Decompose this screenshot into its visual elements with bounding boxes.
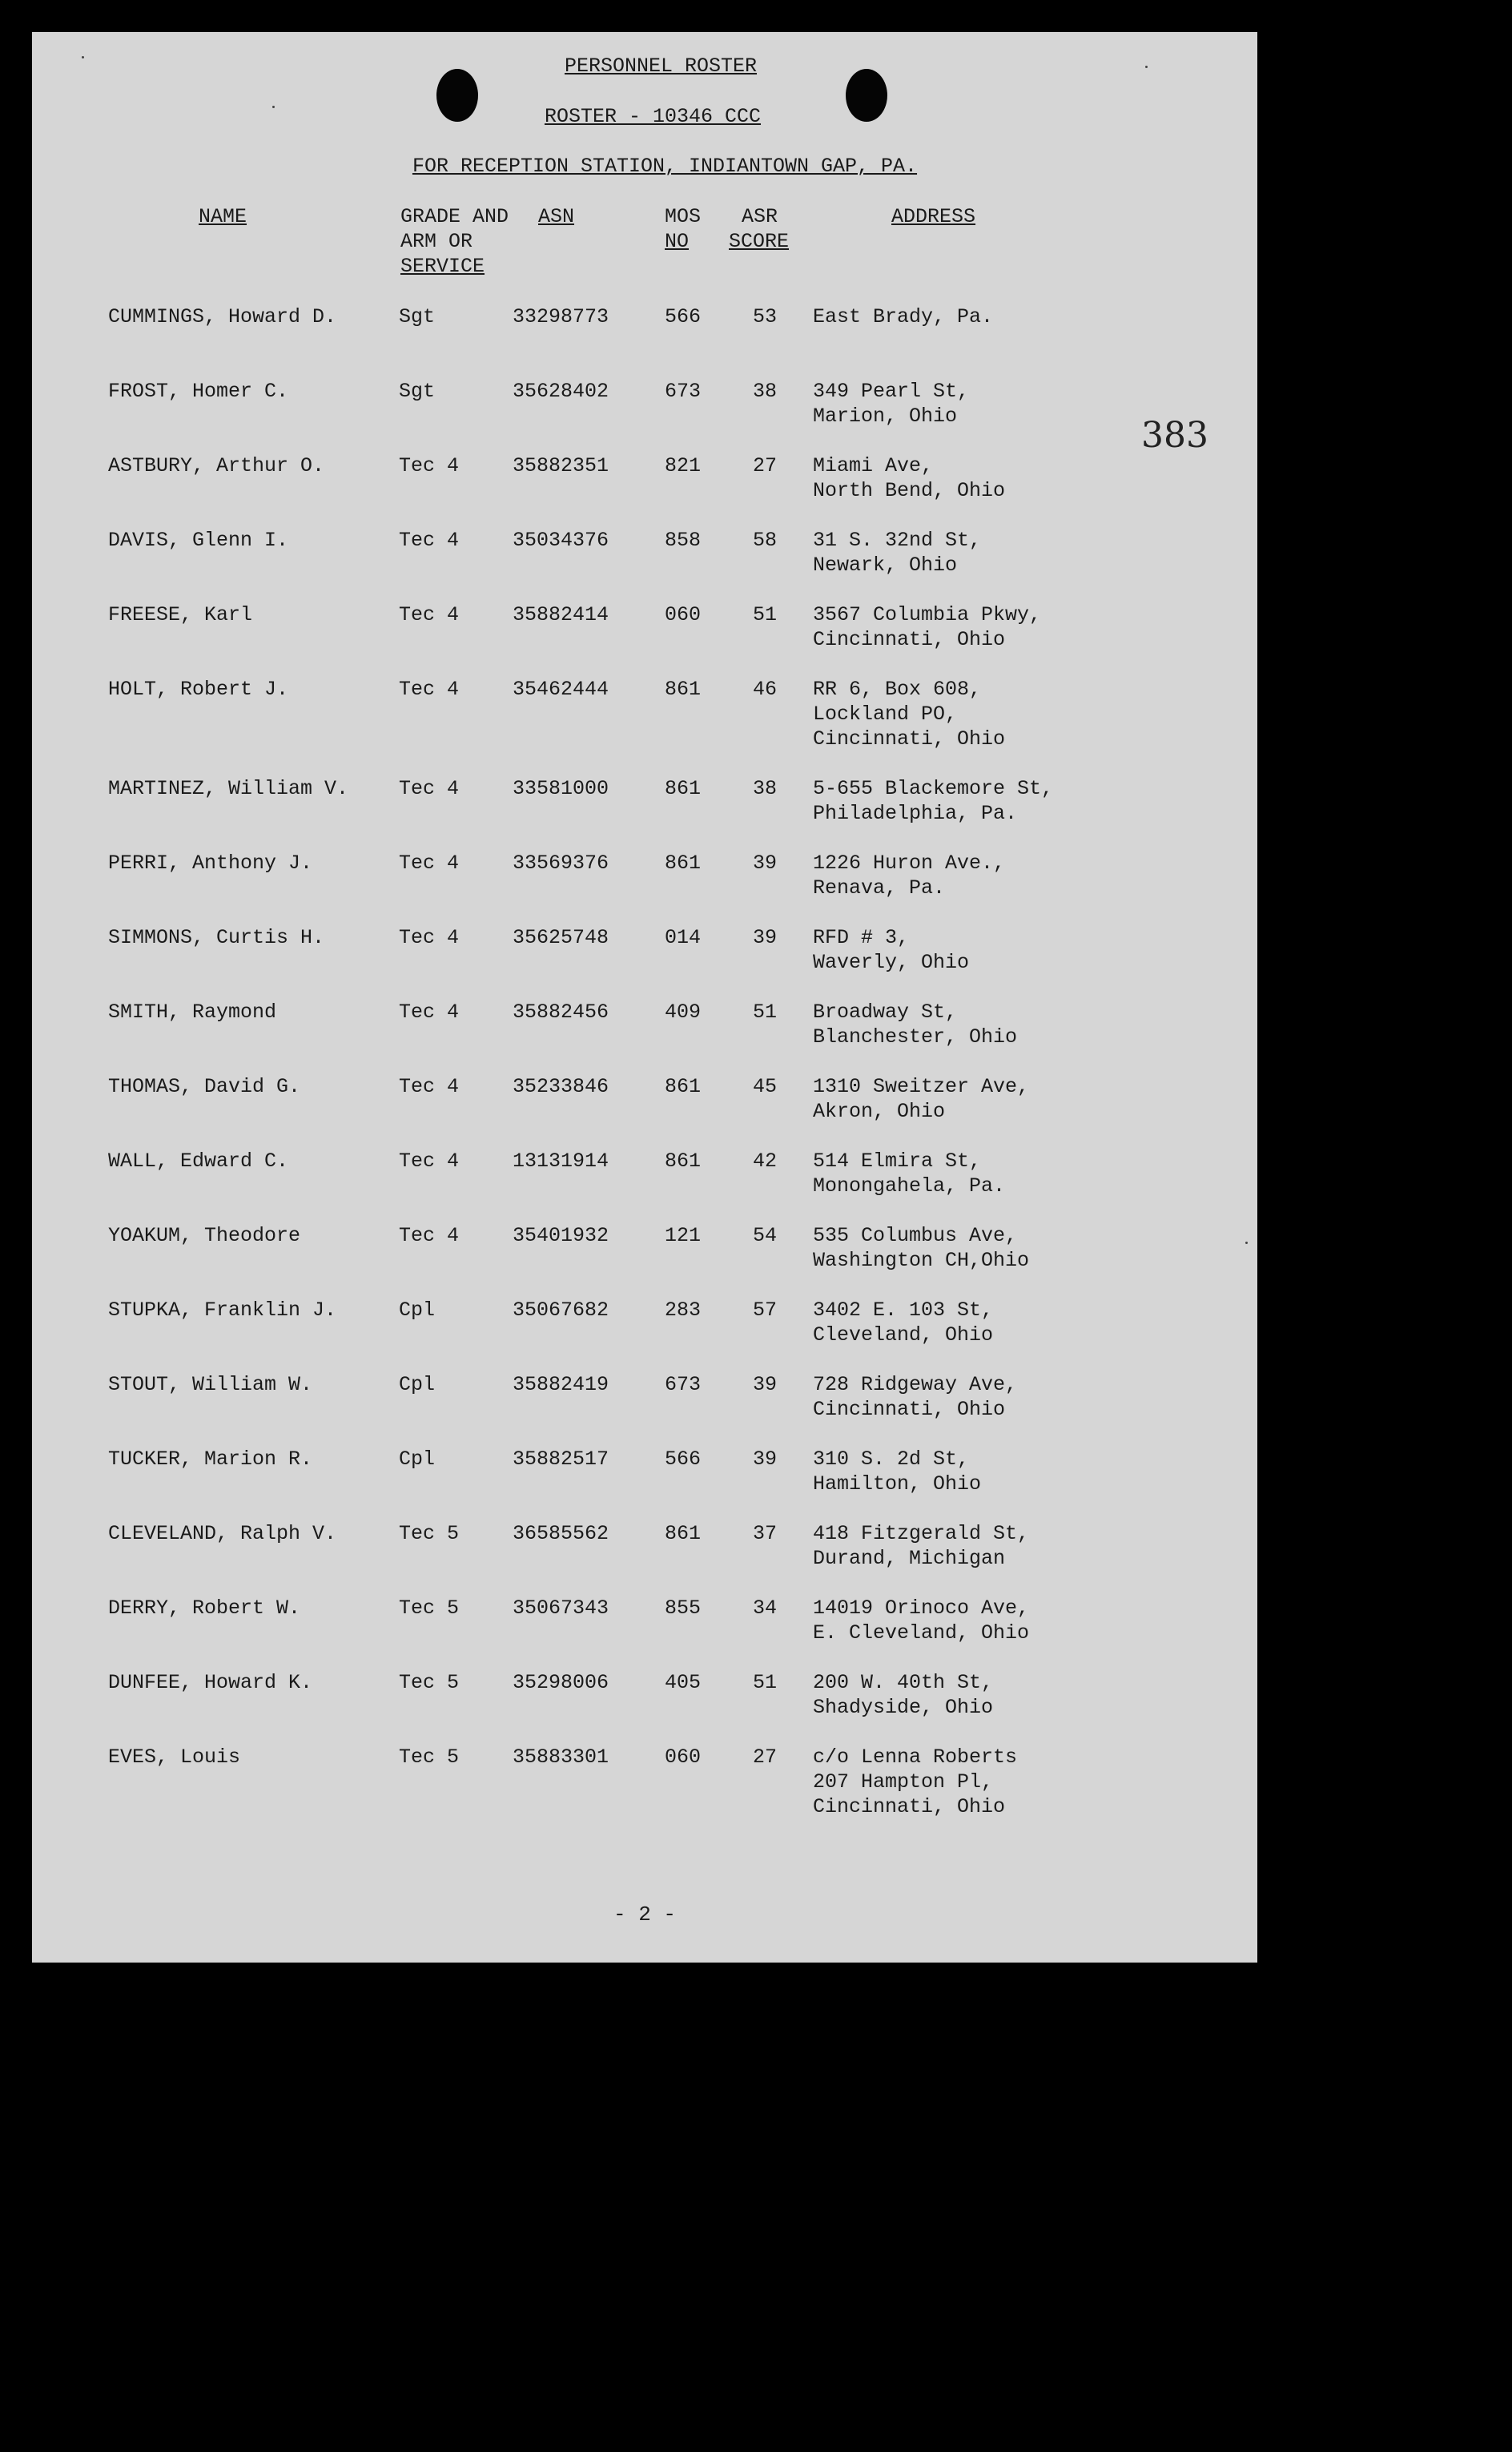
cell-name: STUPKA, Franklin J.: [108, 1298, 337, 1322]
cell-mos: 861: [665, 1522, 702, 1545]
address-line: Shadyside, Ohio: [813, 1696, 994, 1719]
cell-address: [813, 602, 1041, 652]
cell-name: CLEVELAND, Ralph V.: [108, 1522, 337, 1545]
cell-name: HOLT, Robert J.: [108, 678, 289, 701]
cell-asr: 46: [753, 678, 778, 701]
cell-asn: 35401932: [513, 1224, 609, 1247]
cell-grade: Cpl: [399, 1373, 436, 1396]
cell-mos: 821: [665, 454, 702, 477]
cell-asn: 35233846: [513, 1075, 609, 1098]
address-line: Newark, Ohio: [813, 554, 958, 577]
cell-asn: 33581000: [513, 777, 609, 800]
cell-asn: 33298773: [513, 305, 609, 328]
address-line: 3567 Columbia Pkwy,: [813, 603, 1042, 626]
cell-grade: Tec 4: [399, 1001, 460, 1024]
address-line: East Brady, Pa.: [813, 305, 994, 328]
address-line: E. Cleveland, Ohio: [813, 1621, 1030, 1645]
cell-asn: 33569376: [513, 852, 609, 875]
cell-asr: 38: [753, 777, 778, 800]
cell-asn: 35462444: [513, 678, 609, 701]
cell-mos: 673: [665, 1373, 702, 1396]
cell-mos: 858: [665, 529, 702, 552]
address-line: Broadway St,: [813, 1001, 958, 1024]
cell-grade: Tec 5: [399, 1522, 460, 1545]
address-line: Cincinnati, Ohio: [813, 628, 1006, 651]
cell-address: [813, 1521, 1029, 1571]
cell-asn: 35067682: [513, 1298, 609, 1322]
cell-asn: 35625748: [513, 926, 609, 949]
address-line: 514 Elmira St,: [813, 1150, 982, 1173]
cell-mos: 060: [665, 1745, 702, 1769]
address-line: Akron, Ohio: [813, 1100, 946, 1123]
cell-name: DERRY, Robert W.: [108, 1596, 301, 1620]
address-line: Washington CH,Ohio: [813, 1249, 1030, 1272]
address-line: Cincinnati, Ohio: [813, 1795, 1006, 1818]
cell-address: [813, 925, 969, 975]
cell-address: [813, 1447, 981, 1496]
address-line: Philadelphia, Pa.: [813, 802, 1018, 825]
cell-grade: Sgt: [399, 380, 436, 403]
cell-asr: 51: [753, 1001, 778, 1024]
cell-address: [813, 1000, 1017, 1049]
cell-asr: 39: [753, 1373, 778, 1396]
address-line: Blanchester, Ohio: [813, 1025, 1018, 1049]
cell-asn: 35067343: [513, 1596, 609, 1620]
header-address: ADDRESS: [891, 205, 976, 228]
cell-mos: 014: [665, 926, 702, 949]
cell-asr: 45: [753, 1075, 778, 1098]
cell-address: [813, 1223, 1029, 1273]
address-line: 31 S. 32nd St,: [813, 529, 982, 552]
cell-grade: Tec 5: [399, 1671, 460, 1694]
address-line: 14019 Orinoco Ave,: [813, 1596, 1030, 1620]
cell-asn: 35034376: [513, 529, 609, 552]
cell-grade: Tec 5: [399, 1745, 460, 1769]
cell-address: [813, 453, 1005, 503]
cell-asr: 39: [753, 852, 778, 875]
address-line: Marion, Ohio: [813, 405, 958, 428]
cell-mos: 861: [665, 777, 702, 800]
cell-mos: 861: [665, 852, 702, 875]
address-line: 418 Fitzgerald St,: [813, 1522, 1030, 1545]
cell-grade: Tec 4: [399, 852, 460, 875]
cell-address: [813, 304, 993, 329]
header-name: NAME: [199, 205, 247, 228]
cell-asn: 35298006: [513, 1671, 609, 1694]
cell-address: [813, 1745, 1017, 1819]
address-line: 535 Columbus Ave,: [813, 1224, 1018, 1247]
address-line: Waverly, Ohio: [813, 951, 970, 974]
header-asn: ASN: [538, 205, 575, 228]
cell-grade: Tec 4: [399, 1150, 460, 1173]
cell-name: ASTBURY, Arthur O.: [108, 454, 325, 477]
cell-asr: 39: [753, 1447, 778, 1471]
cell-address: [813, 776, 1053, 826]
cell-name: STOUT, William W.: [108, 1373, 313, 1396]
cell-name: DUNFEE, Howard K.: [108, 1671, 313, 1694]
address-line: RFD # 3,: [813, 926, 910, 949]
cell-mos: 121: [665, 1224, 702, 1247]
cell-grade: Tec 4: [399, 1224, 460, 1247]
address-line: 3402 E. 103 St,: [813, 1298, 994, 1322]
cell-grade: Cpl: [399, 1298, 436, 1322]
cell-asn: 35882517: [513, 1447, 609, 1471]
cell-mos: 855: [665, 1596, 702, 1620]
address-line: 5-655 Blackemore St,: [813, 777, 1054, 800]
address-line: Cleveland, Ohio: [813, 1323, 994, 1347]
cell-name: YOAKUM, Theodore: [108, 1224, 301, 1247]
cell-address: [813, 1372, 1017, 1422]
cell-grade: Sgt: [399, 305, 436, 328]
cell-asr: 39: [753, 926, 778, 949]
cell-mos: 673: [665, 380, 702, 403]
address-line: Miami Ave,: [813, 454, 934, 477]
document-subtitle: ROSTER - 10346 CCC: [544, 105, 762, 128]
address-line: 728 Ridgeway Ave,: [813, 1373, 1018, 1396]
cell-asr: 58: [753, 529, 778, 552]
cell-address: [813, 1149, 1005, 1198]
cell-address: [813, 379, 969, 429]
address-line: Hamilton, Ohio: [813, 1472, 982, 1496]
address-line: 349 Pearl St,: [813, 380, 970, 403]
document-title: PERSONNEL ROSTER: [564, 54, 758, 78]
cell-grade: Tec 4: [399, 529, 460, 552]
address-line: Cincinnati, Ohio: [813, 727, 1006, 751]
cell-asr: 51: [753, 1671, 778, 1694]
cell-asr: 34: [753, 1596, 778, 1620]
cell-mos: 566: [665, 305, 702, 328]
cell-asn: 35628402: [513, 380, 609, 403]
header-mos: MOS NO: [665, 205, 702, 253]
address-line: Durand, Michigan: [813, 1547, 1006, 1570]
cell-grade: Tec 4: [399, 603, 460, 626]
cell-asn: 35882456: [513, 1001, 609, 1024]
cell-address: [813, 1298, 993, 1347]
address-line: 1226 Huron Ave.,: [813, 852, 1006, 875]
cell-address: [813, 1670, 993, 1720]
cell-mos: 566: [665, 1447, 702, 1471]
cell-name: SIMMONS, Curtis H.: [108, 926, 325, 949]
cell-name: DAVIS, Glenn I.: [108, 529, 289, 552]
address-line: 200 W. 40th St,: [813, 1671, 994, 1694]
cell-mos: 861: [665, 1075, 702, 1098]
address-line: RR 6, Box 608,: [813, 678, 982, 701]
cell-mos: 861: [665, 678, 702, 701]
cell-name: FREESE, Karl: [108, 603, 253, 626]
cell-asn: 35883301: [513, 1745, 609, 1769]
speck: [1245, 1242, 1248, 1244]
cell-asr: 53: [753, 305, 778, 328]
cell-asr: 57: [753, 1298, 778, 1322]
cell-grade: Tec 4: [399, 926, 460, 949]
cell-address: [813, 528, 981, 578]
cell-name: CUMMINGS, Howard D.: [108, 305, 337, 328]
cell-address: [813, 1074, 1029, 1124]
cell-name: FROST, Homer C.: [108, 380, 289, 403]
cell-address: [813, 851, 1005, 900]
cell-grade: Tec 4: [399, 1075, 460, 1098]
cell-grade: Tec 4: [399, 678, 460, 701]
address-line: 310 S. 2d St,: [813, 1447, 970, 1471]
cell-name: EVES, Louis: [108, 1745, 241, 1769]
cell-asn: 36585562: [513, 1522, 609, 1545]
page-number: - 2 -: [613, 1902, 676, 1927]
cell-mos: 861: [665, 1150, 702, 1173]
cell-grade: Tec 4: [399, 777, 460, 800]
cell-asn: 35882414: [513, 603, 609, 626]
cell-asn: 35882419: [513, 1373, 609, 1396]
cell-name: TUCKER, Marion R.: [108, 1447, 313, 1471]
cell-mos: 409: [665, 1001, 702, 1024]
address-line: Cincinnati, Ohio: [813, 1398, 1006, 1421]
cell-grade: Tec 4: [399, 454, 460, 477]
cell-asr: 37: [753, 1522, 778, 1545]
document-location: FOR RECEPTION STATION, INDIANTOWN GAP, PA.: [412, 155, 918, 178]
address-line: North Bend, Ohio: [813, 479, 1006, 502]
address-line: 207 Hampton Pl,: [813, 1770, 994, 1794]
cell-address: [813, 677, 1005, 751]
cell-name: MARTINEZ, William V.: [108, 777, 349, 800]
cell-asr: 38: [753, 380, 778, 403]
header-asr: ASR SCORE: [729, 205, 790, 253]
cell-asn: 35882351: [513, 454, 609, 477]
cell-asr: 54: [753, 1224, 778, 1247]
stamp-number: 383: [1141, 415, 1208, 456]
cell-asn: 13131914: [513, 1150, 609, 1173]
cell-name: THOMAS, David G.: [108, 1075, 301, 1098]
address-line: Monongahela, Pa.: [813, 1174, 1006, 1198]
header-grade: GRADE AND ARM OR SERVICE: [400, 205, 509, 278]
cell-asr: 42: [753, 1150, 778, 1173]
address-line: 1310 Sweitzer Ave,: [813, 1075, 1030, 1098]
cell-grade: Tec 5: [399, 1596, 460, 1620]
cell-asr: 27: [753, 454, 778, 477]
address-line: Renava, Pa.: [813, 876, 946, 900]
cell-mos: 283: [665, 1298, 702, 1322]
cell-mos: 405: [665, 1671, 702, 1694]
roster-page: [32, 32, 1257, 1963]
address-line: Lockland PO,: [813, 703, 958, 726]
cell-grade: Cpl: [399, 1447, 436, 1471]
cell-mos: 060: [665, 603, 702, 626]
cell-name: PERRI, Anthony J.: [108, 852, 313, 875]
address-line: c/o Lenna Roberts: [813, 1745, 1018, 1769]
cell-address: [813, 1596, 1029, 1645]
cell-asr: 51: [753, 603, 778, 626]
cell-name: SMITH, Raymond: [108, 1001, 277, 1024]
cell-name: WALL, Edward C.: [108, 1150, 289, 1173]
cell-asr: 27: [753, 1745, 778, 1769]
